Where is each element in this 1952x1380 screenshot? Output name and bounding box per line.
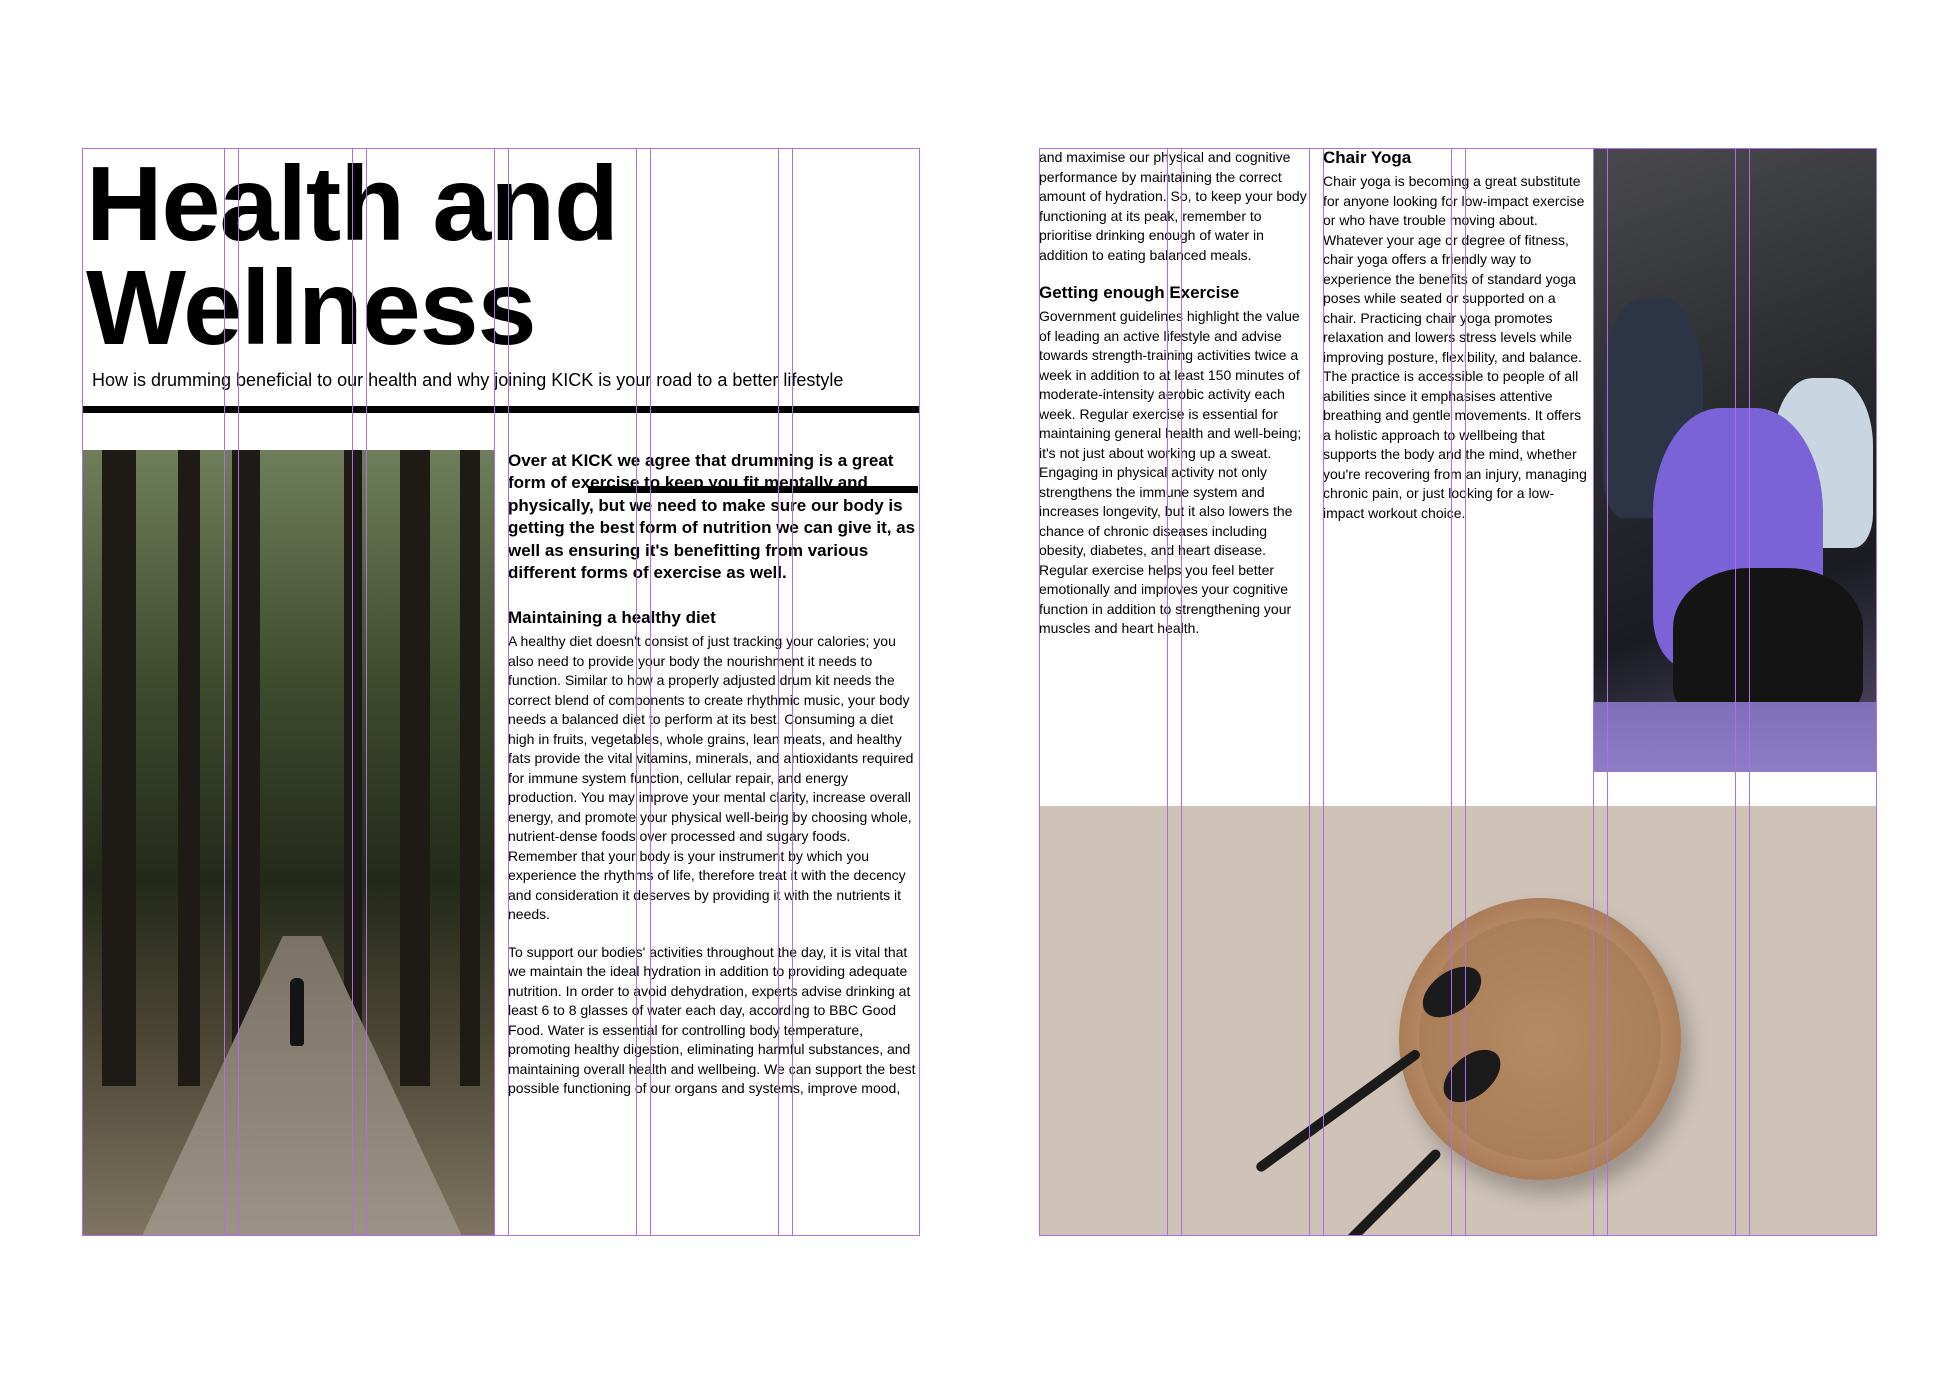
wooden-plate — [1399, 898, 1681, 1180]
wooden-plate-spoons-photo — [1039, 806, 1877, 1236]
right-page — [1039, 148, 1877, 1236]
subtitle-divider — [82, 406, 920, 413]
title-line-1: Health and — [86, 145, 618, 263]
diet-paragraph-2: To support our bodies' activities throughout the day, it is vital that we maintain the ideal hydration in addition to providing adequate nutrition. In order to avoid dehydration, experts advise drinking at least 6 to 8 glasses of water each day, according to BBC Good Food. Water is essential for controlling body temperature, promoting healthy digestion, eliminating harmful substances, and maintaining overall health and wellbeing. We can support the best possible functioning of our organs and systems, improve mood, — [508, 943, 916, 1097]
left-page — [82, 145, 920, 1236]
right-column-1 — [1039, 148, 1307, 657]
intro-paragraph: Over at KICK we agree that drumming is a great form of exercise to keep you fit mentally and physically, but we need to make sure our body is getting the best form of nutrition we can give it, as well as ensuring it's benefitting from various different forms of exercise as well. — [508, 451, 916, 583]
title-line-2: Wellness — [86, 249, 536, 367]
chair-yoga-paragraph: Chair yoga is becoming a great substitute for anyone looking for low-impact exercise or who have trouble moving about. Whatever your age or degree of fitness, chair yoga offers a friendly way to experience the benefits of standard yoga poses while seated or supported on a chair. Practicing chair yoga promotes relaxation and lowers stress levels while improving posture, flexibility, and balance. The practice is accessible to people of all abilities since it emphasises attentive breathing and gentle movements. It offers a holistic approach to wellbeing that supports the body and the mind, whether you're recovering from an injury, managing chronic pain, or just looking for a low-impact workout choice. — [1323, 173, 1587, 521]
left-body-column — [508, 450, 920, 1117]
exercise-paragraph: Government guidelines highlight the value of leading an active lifestyle and advise towards strength-training activities twice a week in addition to at least 150 minutes of moderate-intensity aerobic activity each week. Regular exercise is essential for maintaining general health and well-being; it's not just about working up a sweat. Engaging in physical activity not only strengthens the immune system and increases longevity, but it also lowers the chance of chronic diseases including obesity, diabetes, and heart disease. Regular exercise helps you feel better emotionally and improves your cognitive function in addition to strengthening your muscles and heart health. — [1039, 308, 1302, 636]
forest-path-photo — [82, 450, 494, 1236]
page-title — [86, 145, 618, 367]
exercise-heading: Getting enough Exercise — [1039, 283, 1240, 302]
diet-heading: Maintaining a healthy diet — [508, 608, 716, 628]
right-column-2 — [1323, 148, 1591, 541]
subtitle: How is drumming beneficial to our health and why joining KICK is your road to a better lifestyle — [92, 370, 844, 390]
yoga-class-photo — [1593, 148, 1877, 772]
chair-yoga-heading: Chair Yoga — [1323, 148, 1412, 167]
diet-paragraph-1: A healthy diet doesn't consist of just tracking your calories; you also need to provide your body the nourishment it needs to function. Similar to how a properly adjusted drum kit needs the correct blend of components to create rhythmic music, your body needs a balanced diet to perform at its best. Consuming a diet high in fruits, vegetables, whole grains, lean meats, and healthy fats provide the vital vitamins, minerals, and antioxidants required for immune system function, cellular repair, and energy production. You may improve your mental clarity, increase overall energy, and promote your physical well-being by choosing whole, nutrient-dense foods over processed and sugary foods. Remember that your body is your instrument by which you experience the rhythms of life, therefore treat it with the decency and consideration it deserves by providing it with the nutrients it needs. — [508, 633, 914, 923]
continued-paragraph: and maximise our physical and cognitive performance by maintaining the correct amount of hydration. So, to keep your body functioning at its peak, remember to prioritise drinking enough of water in addition to eating balanced meals. — [1039, 149, 1307, 263]
yoga-mat — [1593, 702, 1877, 772]
walking-person — [290, 978, 304, 1046]
